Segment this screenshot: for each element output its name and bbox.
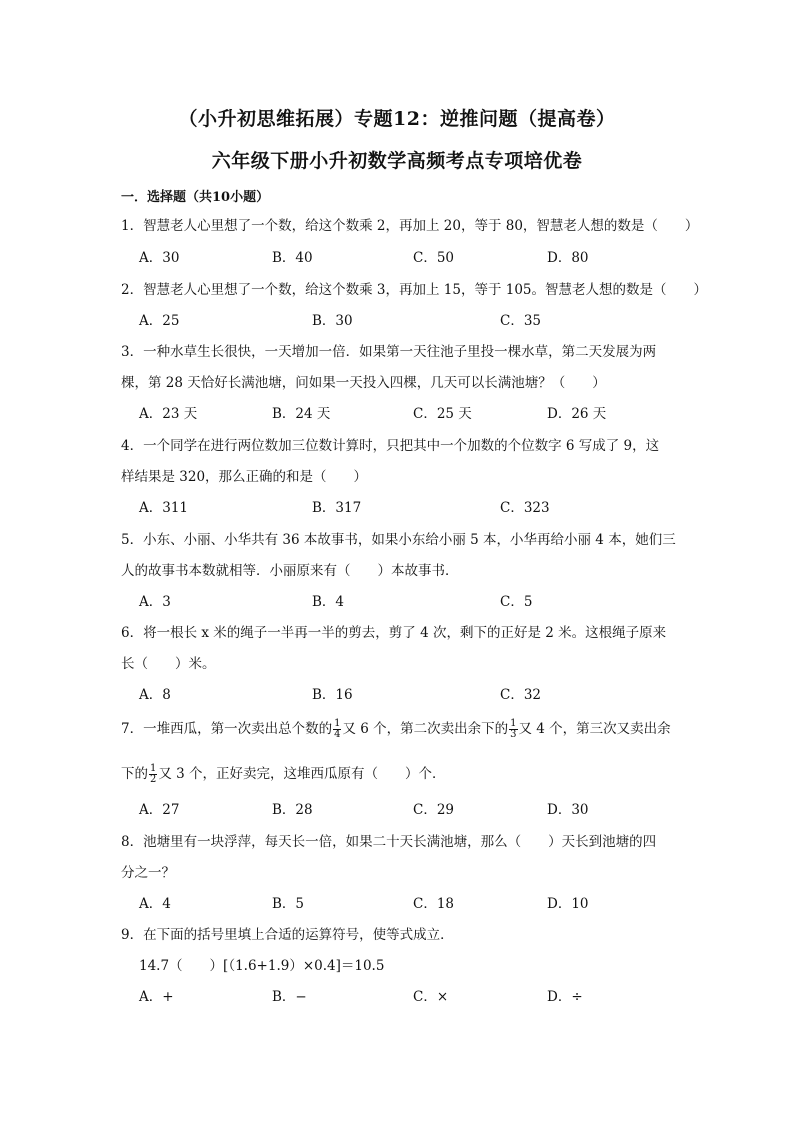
fraction-one-third: $\frac{1}{3}$ [510, 718, 517, 740]
q7-text-b: 又 6 个，第二次卖出余下的 [342, 721, 509, 737]
q8-option-d: D．10 [547, 896, 589, 912]
q2-option-c: C．35 [500, 313, 542, 329]
q1-option-d: D．80 [547, 250, 589, 266]
question-6-line-2: 长（ ）米。 [121, 656, 216, 672]
q8-option-b: B．5 [272, 896, 305, 912]
question-8-line-1: 8．池塘里有一块浮萍，每天长一倍，如果二十天长满池塘，那么（ ）天长到池塘的四 [121, 834, 657, 850]
section-heading: 一．选择题（共10小题） [121, 190, 270, 205]
q4-option-c: C．323 [500, 500, 550, 516]
q5-option-b: B．4 [312, 594, 345, 610]
q4-option-b: B．317 [312, 500, 362, 516]
q2-option-a: A．25 [139, 313, 180, 329]
q9-option-d: D．÷ [547, 989, 583, 1005]
q3-option-d: D．26 天 [547, 406, 607, 422]
question-6-line-1: 6．将一根长 x 米的绳子一半再一半的剪去，剪了 4 次，剩下的正好是 2 米。这根绳子原来 [121, 625, 667, 641]
question-9-line-1: 9．在下面的括号里填上合适的运算符号，使等式成立． [121, 927, 454, 943]
q4-option-a: A．311 [139, 500, 189, 516]
q8-option-a: A．4 [139, 896, 171, 912]
page-subtitle: 六年级下册小升初数学高频考点专项培优卷 [211, 150, 583, 172]
q7-text-e: 又 3 个，正好卖完，这堆西瓜原有（ ）个． [158, 766, 446, 782]
q1-option-a: A．30 [139, 250, 180, 266]
page-title: （小升初思维拓展）专题12：逆推问题（提高卷） [178, 108, 616, 130]
q7-text-d: 下的 [121, 766, 148, 782]
q3-option-b: B．24 天 [272, 406, 331, 422]
q3-option-a: A．23 天 [139, 406, 198, 422]
question-4-line-1: 4．一个同学在进行两位数加三位数计算时，只把其中一个加数的个位数字 6 写成了 9，这 [121, 438, 660, 454]
q1-option-c: C．50 [413, 250, 455, 266]
question-7-line-2 [121, 764, 446, 785]
q7-text-a: 7．一堆西瓜，第一次卖出总个数的 [121, 721, 333, 737]
q5-option-a: A．3 [139, 594, 171, 610]
fraction-one-quarter: $\frac{1}{4}$ [334, 718, 341, 740]
q5-option-c: C．5 [500, 594, 533, 610]
q7-option-a: A．27 [139, 802, 180, 818]
q3-option-c: C．25 天 [413, 406, 472, 422]
q1-option-b: B．40 [272, 250, 313, 266]
q7-option-c: C．29 [413, 802, 455, 818]
q9-option-b: B．− [272, 989, 307, 1005]
q7-option-d: D．30 [547, 802, 589, 818]
question-1-text: 1．智慧老人心里想了一个数，给这个数乘 2，再加上 20，等于 80，智慧老人想的数是（ ） [121, 218, 699, 234]
question-4-line-2: 样结果是 320，那么正确的和是（ ） [121, 469, 368, 485]
question-8-line-2: 分之一？ [121, 865, 175, 881]
question-2-text: 2．智慧老人心里想了一个数，给这个数乘 3，再加上 15，等于 105。智慧老人想的数是（ ） [121, 282, 707, 298]
q6-option-c: C．32 [500, 687, 542, 703]
q2-option-b: B．30 [312, 313, 353, 329]
question-7-line-1 [121, 719, 671, 740]
q9-option-c: C．× [413, 989, 449, 1005]
q7-text-c: 又 4 个，第三次又卖出余 [518, 721, 671, 737]
question-5-line-1: 5．小东、小丽、小华共有 36 本故事书，如果小东给小丽 5 本，小华再给小丽 4 本，她们三 [121, 532, 676, 548]
question-5-line-2: 人的故事书本数就相等．小丽原来有（ ）本故事书． [121, 563, 459, 579]
q7-option-b: B．28 [272, 802, 313, 818]
q9-option-a: A．+ [139, 989, 174, 1005]
fraction-one-half: $\frac{1}{2}$ [150, 763, 157, 785]
question-9-equation: 14.7（ ）[（1.6+1.9）×0.4]＝10.5 [139, 958, 385, 974]
question-3-line-1: 3．一种水草生长很快，一天增加一倍．如果第一天往池子里投一棵水草，第二天发展为两 [121, 344, 657, 360]
q8-option-c: C．18 [413, 896, 455, 912]
question-3-line-2: 棵，第 28 天恰好长满池塘，问如果一天投入四棵，几天可以长满池塘？（ ） [121, 375, 606, 391]
q6-option-b: B．16 [312, 687, 353, 703]
q6-option-a: A．8 [139, 687, 171, 703]
